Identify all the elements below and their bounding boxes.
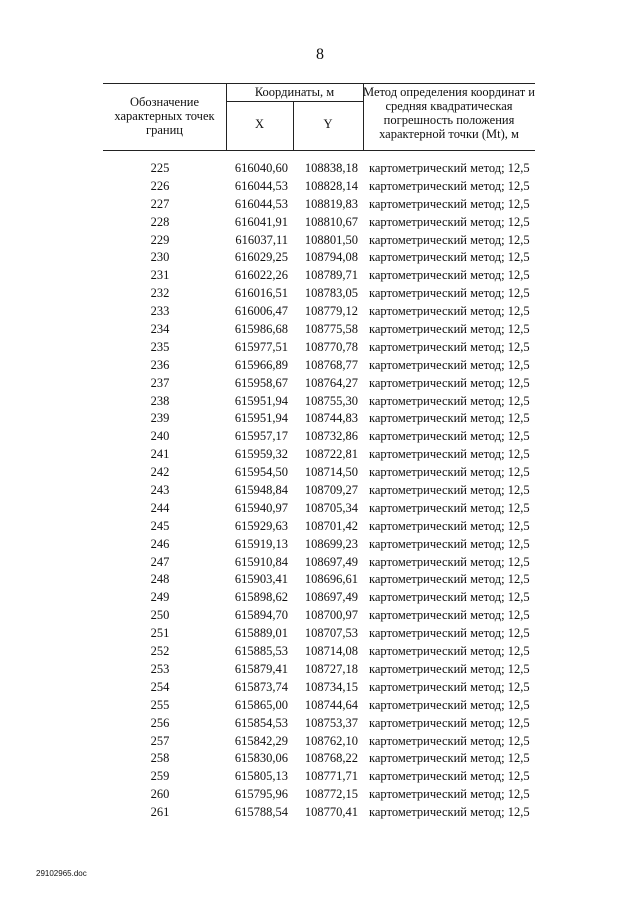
method-cell: картометрический метод; 12,5 xyxy=(369,679,530,694)
method-cell: картометрический метод; 12,5 xyxy=(369,661,530,676)
coord-y: 108770,41 xyxy=(304,805,358,820)
table-row xyxy=(0,697,640,715)
point-number: 249 xyxy=(150,590,170,605)
method-cell: картометрический метод; 12,5 xyxy=(369,286,530,301)
method-cell: картометрический метод; 12,5 xyxy=(369,590,530,605)
coord-x: 616022,26 xyxy=(234,268,288,283)
coord-y: 108783,05 xyxy=(304,286,358,301)
method-cell: картометрический метод; 12,5 xyxy=(369,322,530,337)
table-row xyxy=(0,554,640,572)
coord-y: 108764,27 xyxy=(304,375,358,390)
coord-x: 615830,06 xyxy=(234,751,288,766)
table-row xyxy=(0,410,640,428)
table-row xyxy=(0,464,640,482)
point-number: 228 xyxy=(150,214,170,229)
coord-x: 615948,84 xyxy=(234,483,288,498)
method-cell: картометрический метод; 12,5 xyxy=(369,196,530,211)
coord-x: 616016,51 xyxy=(234,286,288,301)
coord-y: 108772,15 xyxy=(304,787,358,802)
table-row xyxy=(0,267,640,285)
coord-x: 615929,63 xyxy=(234,518,288,533)
method-cell: картометрический метод; 12,5 xyxy=(369,178,530,193)
coord-x: 615903,41 xyxy=(234,572,288,587)
table-row xyxy=(0,500,640,518)
point-number: 259 xyxy=(150,769,170,784)
table-row xyxy=(0,625,640,643)
coord-x: 615954,50 xyxy=(234,465,288,480)
method-cell: картометрический метод; 12,5 xyxy=(369,697,530,712)
table-row xyxy=(0,715,640,733)
coord-x: 615889,01 xyxy=(234,626,288,641)
header-divider xyxy=(226,101,363,102)
method-cell: картометрический метод; 12,5 xyxy=(369,339,530,354)
table-row xyxy=(0,733,640,751)
point-number: 237 xyxy=(150,375,170,390)
table-row xyxy=(0,339,640,357)
coord-y: 108734,15 xyxy=(304,679,358,694)
method-cell: картометрический метод; 12,5 xyxy=(369,465,530,480)
coord-y: 108696,61 xyxy=(304,572,358,587)
table-row xyxy=(0,232,640,250)
point-number: 260 xyxy=(150,787,170,802)
method-cell: картометрический метод; 12,5 xyxy=(369,483,530,498)
coord-y: 108707,53 xyxy=(304,626,358,641)
point-number: 244 xyxy=(150,500,170,515)
method-cell: картометрический метод; 12,5 xyxy=(369,429,530,444)
point-number: 251 xyxy=(150,626,170,641)
coord-y: 108697,49 xyxy=(304,590,358,605)
point-number: 242 xyxy=(150,465,170,480)
point-number: 225 xyxy=(150,161,170,175)
coord-x: 616040,60 xyxy=(234,161,288,175)
table-row xyxy=(0,661,640,679)
method-cell: картометрический метод; 12,5 xyxy=(369,751,530,766)
point-number: 238 xyxy=(150,393,170,408)
table-row xyxy=(0,249,640,267)
point-number: 226 xyxy=(150,178,170,193)
coord-x: 616044,53 xyxy=(234,196,288,211)
point-number: 232 xyxy=(150,286,170,301)
point-number: 243 xyxy=(150,483,170,498)
method-cell: картометрический метод; 12,5 xyxy=(369,232,530,247)
coord-y: 108768,22 xyxy=(304,751,358,766)
coord-x: 615805,13 xyxy=(234,769,288,784)
coord-x: 615898,62 xyxy=(234,590,288,605)
point-number: 257 xyxy=(150,733,170,748)
table-row xyxy=(0,768,640,786)
point-number: 229 xyxy=(150,232,170,247)
point-number: 236 xyxy=(150,357,170,372)
point-number: 239 xyxy=(150,411,170,426)
coord-y: 108779,12 xyxy=(304,304,358,319)
coord-y: 108755,30 xyxy=(304,393,358,408)
coord-y: 108699,23 xyxy=(304,536,358,551)
table-row xyxy=(0,536,640,554)
coord-y: 108794,08 xyxy=(304,250,358,265)
table-row xyxy=(0,446,640,464)
coord-x: 615958,67 xyxy=(234,375,288,390)
point-number: 261 xyxy=(150,805,170,820)
coord-y: 108697,49 xyxy=(304,554,358,569)
coord-y: 108700,97 xyxy=(304,608,358,623)
table-row xyxy=(0,428,640,446)
coord-y: 108705,34 xyxy=(304,500,358,515)
coord-x: 615919,13 xyxy=(234,536,288,551)
coord-y: 108744,64 xyxy=(304,697,358,712)
coord-y: 108753,37 xyxy=(304,715,358,730)
table-row xyxy=(0,679,640,697)
header-x: X xyxy=(254,117,265,131)
table-row xyxy=(0,375,640,393)
coord-x: 616044,53 xyxy=(234,178,288,193)
table-row xyxy=(0,750,640,768)
method-cell: картометрический метод; 12,5 xyxy=(369,304,530,319)
table-row xyxy=(0,571,640,589)
method-cell: картометрический метод; 12,5 xyxy=(369,608,530,623)
table-row xyxy=(0,303,640,321)
method-cell: картометрический метод; 12,5 xyxy=(369,268,530,283)
coord-y: 108727,18 xyxy=(304,661,358,676)
table-row xyxy=(0,321,640,339)
coord-x: 615957,17 xyxy=(234,429,288,444)
point-number: 234 xyxy=(150,322,170,337)
coord-y: 108722,81 xyxy=(304,447,358,462)
table-row xyxy=(0,160,640,178)
coord-y: 108838,18 xyxy=(304,161,358,175)
table-row xyxy=(0,589,640,607)
coord-y: 108714,08 xyxy=(304,644,358,659)
coord-y: 108771,71 xyxy=(304,769,358,784)
method-cell: картометрический метод; 12,5 xyxy=(369,572,530,587)
point-number: 250 xyxy=(150,608,170,623)
table-row xyxy=(0,214,640,232)
coord-y: 108810,67 xyxy=(304,214,358,229)
coord-x: 615910,84 xyxy=(234,554,288,569)
method-cell: картометрический метод; 12,5 xyxy=(369,626,530,641)
point-number: 245 xyxy=(150,518,170,533)
table-header xyxy=(103,83,535,151)
coord-x: 616006,47 xyxy=(234,304,288,319)
point-number: 233 xyxy=(150,304,170,319)
coord-y: 108744,83 xyxy=(304,411,358,426)
page-number: 8 xyxy=(316,46,324,63)
coord-x: 615966,89 xyxy=(234,357,288,372)
header-designation: Обозначение характерных точек границ xyxy=(114,95,215,137)
method-cell: картометрический метод; 12,5 xyxy=(369,161,530,175)
coord-x: 616037,11 xyxy=(235,232,288,247)
method-cell: картометрический метод; 12,5 xyxy=(369,536,530,551)
method-cell: картометрический метод; 12,5 xyxy=(369,500,530,515)
coord-y: 108770,78 xyxy=(304,339,358,354)
table-row xyxy=(0,393,640,411)
method-cell: картометрический метод; 12,5 xyxy=(369,393,530,408)
table-row xyxy=(0,607,640,625)
coord-y: 108775,58 xyxy=(304,322,358,337)
method-cell: картометрический метод; 12,5 xyxy=(369,715,530,730)
table-row xyxy=(0,518,640,536)
coord-x: 615865,00 xyxy=(234,697,288,712)
table-body xyxy=(0,160,640,822)
method-cell: картометрический метод; 12,5 xyxy=(369,357,530,372)
coord-y: 108714,50 xyxy=(304,465,358,480)
method-cell: картометрический метод; 12,5 xyxy=(369,733,530,748)
point-number: 252 xyxy=(150,644,170,659)
coord-y: 108762,10 xyxy=(304,733,358,748)
header-method: Метод определения координат и средняя квадратическая погрешность положения характерной точки (Mt), м xyxy=(363,85,535,141)
coord-x: 615854,53 xyxy=(234,715,288,730)
coord-x: 616041,91 xyxy=(234,214,288,229)
table-row xyxy=(0,178,640,196)
method-cell: картометрический метод; 12,5 xyxy=(369,411,530,426)
coord-y: 108789,71 xyxy=(304,268,358,283)
table-row xyxy=(0,786,640,804)
method-cell: картометрический метод; 12,5 xyxy=(369,518,530,533)
table-row xyxy=(0,285,640,303)
coord-x: 616029,25 xyxy=(234,250,288,265)
point-number: 241 xyxy=(150,447,170,462)
table-row xyxy=(0,357,640,375)
point-number: 253 xyxy=(150,661,170,676)
point-number: 246 xyxy=(150,536,170,551)
coord-x: 615977,51 xyxy=(234,339,288,354)
method-cell: картометрический метод; 12,5 xyxy=(369,214,530,229)
coord-y: 108801,50 xyxy=(304,232,358,247)
point-number: 256 xyxy=(150,715,170,730)
method-cell: картометрический метод; 12,5 xyxy=(369,769,530,784)
method-cell: картометрический метод; 12,5 xyxy=(369,554,530,569)
coord-x: 615879,41 xyxy=(234,661,288,676)
table-row xyxy=(0,804,640,822)
coord-y: 108819,83 xyxy=(304,196,358,211)
method-cell: картометрический метод; 12,5 xyxy=(369,787,530,802)
table-row xyxy=(0,196,640,214)
point-number: 247 xyxy=(150,554,170,569)
coord-x: 615951,94 xyxy=(234,393,288,408)
point-number: 254 xyxy=(150,679,170,694)
coord-y: 108768,77 xyxy=(304,357,358,372)
header-y: Y xyxy=(323,117,333,131)
coord-x: 615986,68 xyxy=(234,322,288,337)
method-cell: картометрический метод; 12,5 xyxy=(369,447,530,462)
coord-x: 615894,70 xyxy=(234,608,288,623)
method-cell: картометрический метод; 12,5 xyxy=(369,250,530,265)
point-number: 248 xyxy=(150,572,170,587)
table-row xyxy=(0,482,640,500)
coord-x: 615959,32 xyxy=(234,447,288,462)
coord-y: 108709,27 xyxy=(304,483,358,498)
coord-y: 108701,42 xyxy=(304,518,358,533)
table-row xyxy=(0,643,640,661)
coord-x: 615795,96 xyxy=(234,787,288,802)
coord-x: 615951,94 xyxy=(234,411,288,426)
method-cell: картометрический метод; 12,5 xyxy=(369,375,530,390)
point-number: 235 xyxy=(150,339,170,354)
point-number: 240 xyxy=(150,429,170,444)
coord-x: 615788,54 xyxy=(234,805,288,820)
file-name: 29102965.doc xyxy=(36,869,87,878)
point-number: 255 xyxy=(150,697,170,712)
point-number: 258 xyxy=(150,751,170,766)
coord-x: 615842,29 xyxy=(234,733,288,748)
point-number: 231 xyxy=(150,268,170,283)
header-coordinates: Координаты, м xyxy=(254,85,335,99)
method-cell: картометрический метод; 12,5 xyxy=(369,805,530,820)
point-number: 230 xyxy=(150,250,170,265)
coord-x: 615873,74 xyxy=(234,679,288,694)
coord-y: 108828,14 xyxy=(304,178,358,193)
method-cell: картометрический метод; 12,5 xyxy=(369,644,530,659)
point-number: 227 xyxy=(150,196,170,211)
coord-y: 108732,86 xyxy=(304,429,358,444)
coord-x: 615885,53 xyxy=(234,644,288,659)
coord-x: 615940,97 xyxy=(234,500,288,515)
